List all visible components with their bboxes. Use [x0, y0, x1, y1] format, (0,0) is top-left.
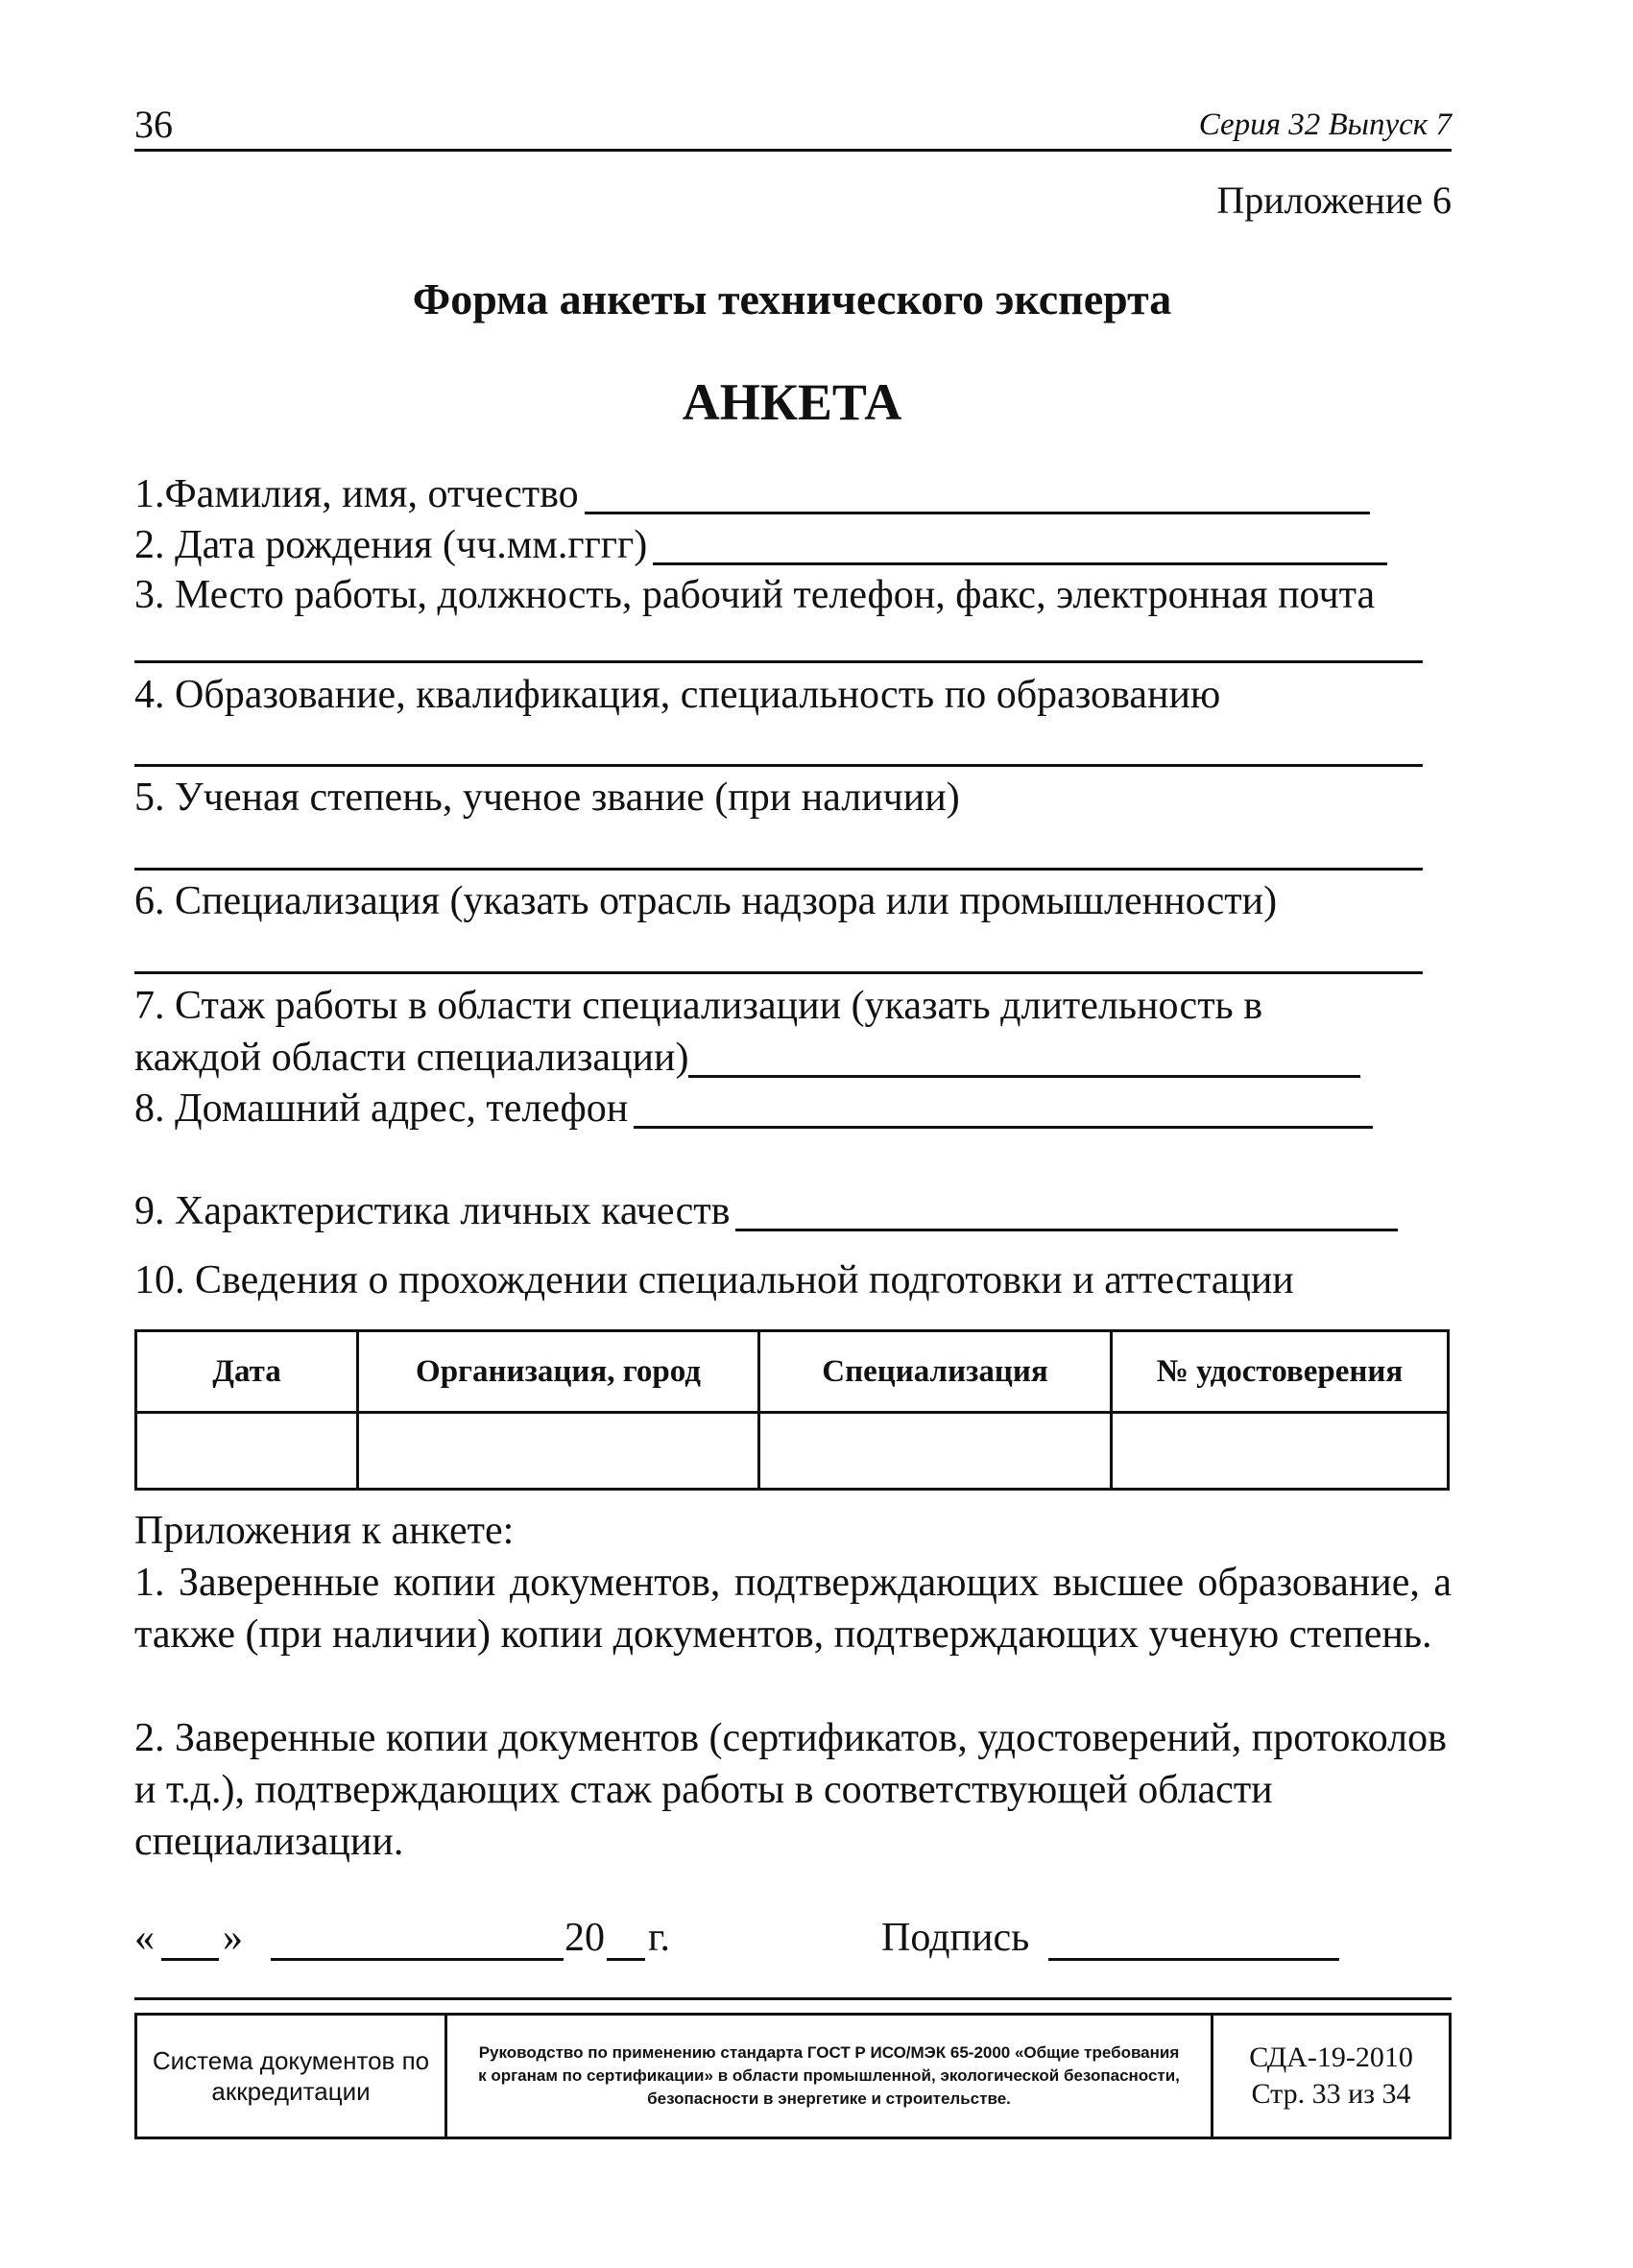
field-experience-line2 [134, 1037, 1360, 1078]
blank-line[interactable] [653, 524, 1387, 565]
signature-blank[interactable] [1048, 1920, 1339, 1961]
field-full-name [134, 473, 1370, 514]
field-specialization: 6. Специализация (указать отрасль надзора или промышленности) [134, 879, 1278, 923]
date-open-quote: « [134, 1916, 155, 1960]
appendix-label: Приложение 6 [1216, 179, 1452, 222]
document-code: СДА-19-2010 [1249, 2041, 1413, 2073]
page-counter: Стр. 33 из 34 [1251, 2078, 1411, 2110]
field-label: каждой области специализации) [134, 1036, 689, 1080]
blank-line[interactable] [134, 764, 1423, 767]
form-title: Форма анкеты технического эксперта [412, 275, 1172, 323]
table-cell[interactable] [1112, 1413, 1449, 1490]
field-personal-qualities [134, 1190, 1398, 1231]
blank-line[interactable] [634, 1087, 1373, 1129]
blank-line[interactable] [134, 971, 1423, 974]
document-footer [134, 2013, 1452, 2139]
field-label: 8. Домашний адрес, телефон [134, 1086, 629, 1131]
footer-divider [134, 1997, 1452, 2000]
attachments-title: Приложения к анкете: [134, 1509, 515, 1553]
field-label: 2. Дата рождения (чч.мм.гггг) [134, 523, 648, 567]
field-degree: 5. Ученая степень, ученое звание (при наличии) [134, 776, 960, 820]
field-label: 1.Фамилия, имя, отчество [134, 472, 579, 516]
date-close-quote: » [223, 1916, 243, 1960]
series-label: Серия 32 Выпуск 7 [1198, 107, 1452, 142]
field-label: 9. Характеристика личных качеств [134, 1189, 731, 1233]
column-header-organization: Организация, город [358, 1331, 759, 1413]
field-experience-line1: 7. Стаж работы в области специализации (указать длительность в [134, 984, 1263, 1028]
blank-line[interactable] [134, 868, 1423, 871]
signature-label: Подпись [881, 1916, 1030, 1960]
table-cell[interactable] [136, 1413, 358, 1490]
table-cell[interactable] [759, 1413, 1112, 1490]
field-education: 4. Образование, квалификация, специальность по образованию [134, 673, 1221, 717]
column-header-certificate-number: № удостоверения [1112, 1331, 1449, 1413]
field-workplace: 3. Место работы, должность, рабочий телефон, факс, электронная почта [134, 573, 1376, 617]
column-header-date: Дата [136, 1331, 358, 1413]
footer-system-label: Система документов по аккредитации [137, 2016, 447, 2137]
month-blank[interactable] [271, 1920, 564, 1961]
footer-guide-description: Руководство по применению стандарта ГОСТ Р ИСО/МЭК 65-2000 «Общие требования к органам по сертификации» в области промышленной, экологической безопасности, безопасности в энергетике и строительстве. [447, 2016, 1213, 2137]
document-title: АНКЕТА [682, 373, 902, 431]
footer-document-code [1213, 2016, 1449, 2137]
field-training-info: 10. Сведения о прохождении специальной подготовки и аттестации [134, 1258, 1294, 1302]
field-birth-date [134, 524, 1387, 565]
year-blank[interactable] [607, 1920, 645, 1961]
blank-line[interactable] [688, 1037, 1360, 1078]
attachment-item-2: 2. Заверенные копии документов (сертификатов, удостоверений, протоколов и т.д.), подтверждающих стаж работы в соответствующей области специализации. [134, 1716, 1447, 1864]
column-header-specialization: Специализация [759, 1331, 1112, 1413]
field-home-address [134, 1087, 1373, 1129]
year-prefix: 20 [564, 1916, 605, 1960]
table-cell[interactable] [358, 1413, 759, 1490]
year-suffix: г. [648, 1916, 670, 1960]
blank-line[interactable] [585, 473, 1370, 514]
table-header-row [136, 1331, 1449, 1413]
attachment-item-1: 1. Заверенные копии документов, подтверждающих высшее образование, а также (при наличии) копии документов, подтверждающих ученую степень. [134, 1561, 1452, 1657]
training-table [134, 1329, 1450, 1491]
blank-line[interactable] [134, 660, 1423, 663]
day-blank[interactable] [161, 1920, 219, 1961]
page-number: 36 [134, 103, 173, 146]
blank-line[interactable] [735, 1190, 1398, 1231]
table-row [136, 1413, 1449, 1490]
page-header [134, 101, 1452, 152]
